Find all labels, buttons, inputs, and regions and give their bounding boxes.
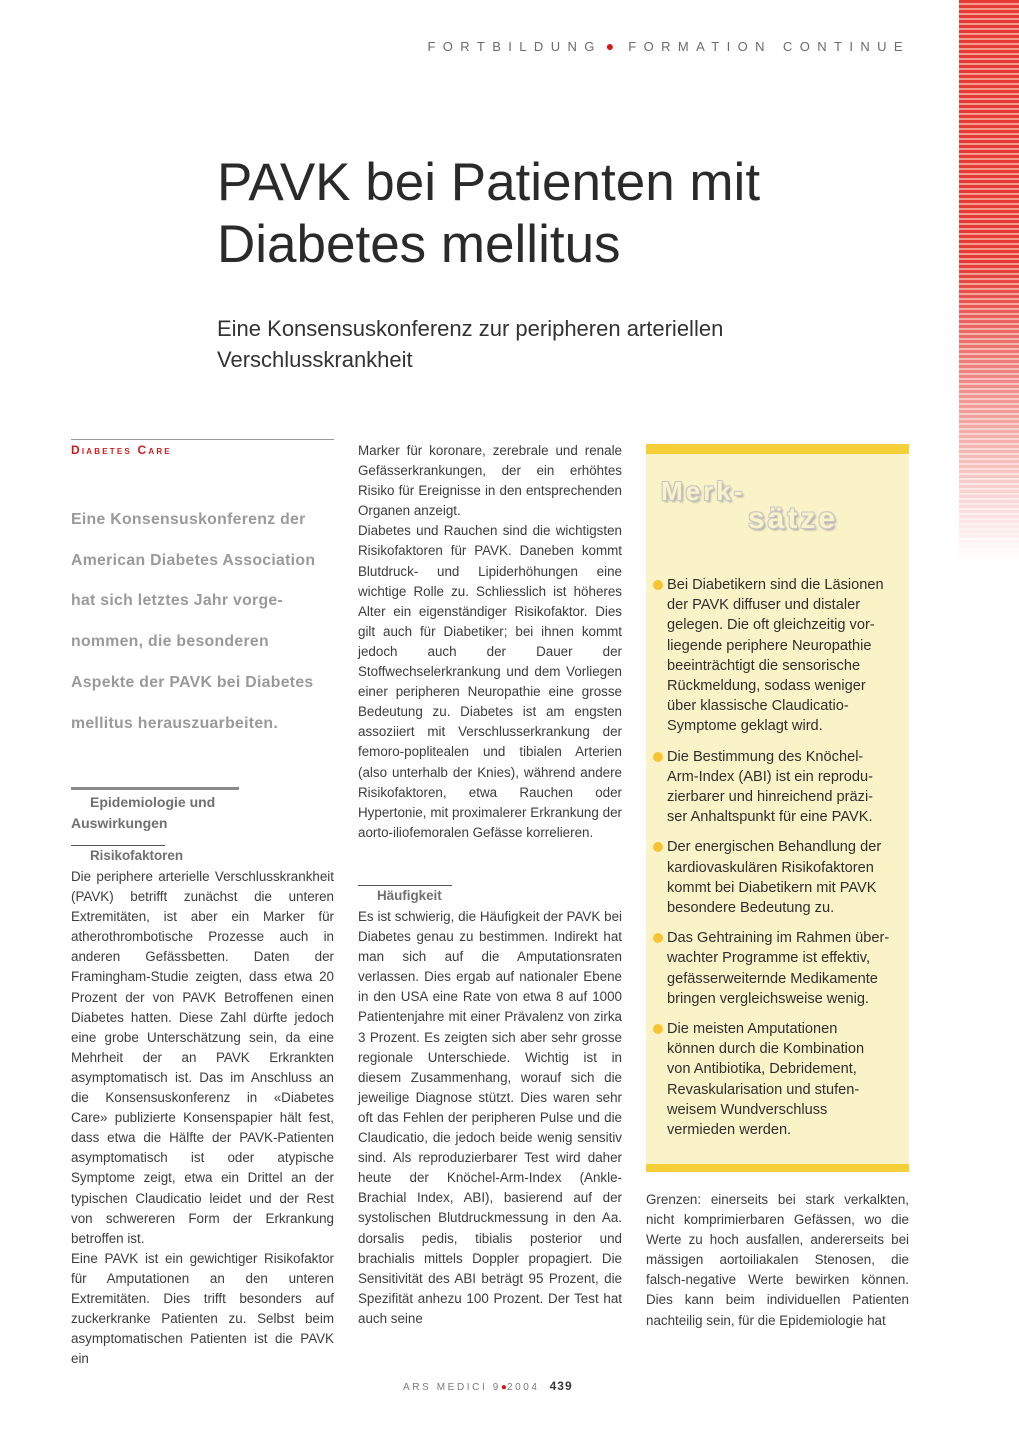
key-point-line: liegende periphere Neuropathie xyxy=(667,637,872,654)
key-point-line: zierbarer und hinreichend präzi- xyxy=(667,789,874,806)
key-point-line: beeinträchtigt die sensorische xyxy=(667,657,861,674)
key-point-item xyxy=(646,928,909,1009)
bullet-dot-icon xyxy=(653,933,663,943)
article-subtitle xyxy=(217,313,917,375)
subheading-frequency: Häufigkeit xyxy=(377,888,442,903)
key-point-line: bringen vergleichsweise wenig. xyxy=(667,990,869,1007)
key-point-item xyxy=(646,747,909,828)
section-heading-line: Auswirkungen xyxy=(71,815,168,831)
key-point-line: kommt bei Diabetikern mit PAVK xyxy=(667,879,877,896)
body-paragraph: Marker für koronare, zerebrale und renale Gefässerkrankungen, der ein erhöhtes Risiko für Ereignisse in den entsprechenden Organen anzeigt. xyxy=(358,443,622,519)
section-heading xyxy=(71,792,271,834)
lead-line: American Diabetes Association xyxy=(71,551,316,569)
lead-line: Aspekte der PAVK bei Diabetes xyxy=(71,673,314,691)
header-section-right: FORMATION CONTINUE xyxy=(628,39,910,54)
lead-line: nommen, die besonderen xyxy=(71,633,269,651)
key-point-line: Rückmeldung, sodass weniger xyxy=(667,678,866,695)
key-point-line: wachter Programme ist effektiv, xyxy=(667,950,871,967)
lead-line: mellitus herauszuarbeiten. xyxy=(71,714,279,732)
article-title-line: Diabetes mellitus xyxy=(217,215,621,274)
subheading-risk-factors: Risikofaktoren xyxy=(90,848,184,863)
key-point-line: besondere Bedeutung zu. xyxy=(667,900,835,917)
body-paragraph: Es ist schwierig, die Häufigkeit der PAVK bei Diabetes genau zu bestimmen. Indirekt hat man sich auf die Amputationsraten verlassen. Dies ergab auf nationaler Ebene in den USA eine Rate von etwa 8 auf 1000 Patientenjahre mit einer Prävalenz von zirka 3 Prozent. Es zeigten sich aber sehr grosse regionale Unterschiede. Wichtig ist in diesem Zusammenhang, worauf sich die jeweilige Diagnose stützt. Dies waren sehr oft das Fehlen der peripheren Pulse und die Claudicatio, die jedoch beide wenig sensitiv sind. Als reproduzierbarer Test wird daher heute der Knöchel-Arm-Index (Ankle-Brachial Index, ABI), basierend auf der systolischen Blutdruckmessung in den Aa. dorsalis pedis, tibialis posterior und brachialis mittels Doppler propagiert. Die Sensitivität des ABI beträgt 95 Prozent, die Spezifität anhezu 100 Prozent. Der Test hat auch seine xyxy=(358,909,622,1326)
key-point-item xyxy=(646,575,909,737)
right-column-body xyxy=(646,1190,909,1331)
key-point-item xyxy=(646,1019,909,1140)
key-point-line: Die meisten Amputationen xyxy=(667,1021,838,1038)
body-paragraph: Die periphere arterielle Verschlusskrankheit (PAVK) betrifft zunächst die unteren Extremitäten, ist aber ein Marker für atherothrombotische Prozesse auch in anderen Gefässbetten. Daten der Framingham-Studie zeigten, dass etwa 20 Prozent der von PAVK Betroffenen einen Diabetes hatten. Diese Zahl dürfte jedoch eine grobe Unterschätzung sein, da eine Mehrheit der an PAVK Erkrankten asymptomatisch ist. Das im Anschluss an die Konsensuskonferenz in «Diabetes Care» publizierte Konsenspapier hält fest, dass etwa die Hälfte der PAVK-Patienten asymptomatisch ist oder atypische Symptome zeigt, etwa ein Drittel an der typischen Claudicatio leidet und der Rest von schwereren Form der Erkrankung betroffen ist. xyxy=(71,869,334,1246)
section-heading-line: Epidemiologie und xyxy=(90,794,216,810)
decorative-side-stripe xyxy=(959,0,1019,560)
key-point-line: Die Bestimmung des Knöchel- xyxy=(667,748,864,765)
left-column-body xyxy=(71,867,334,1369)
key-point-line: gefässerweiternde Medikamente xyxy=(667,970,878,987)
body-paragraph: Diabetes und Rauchen sind die wichtigsten Risikofaktoren für PAVK. Daneben kommt Blutdruck- und Lipiderhöhungen eine wichtige Rolle zu. Schliesslich ist höheres Alter ein eigenständiger Risikofaktor. Dies gilt auch für Diabetiker; bei ihnen kommt jedoch auch der Dauer der Stoffwechselerkrankung und dem Vorliegen einer peripheren Neuropathie eine grosse Bedeutung zu. Diabetes ist am engsten assoziiert mit Verschlusserkrankung der femoro-poplitealen und tibialen Arterien (also unterhalb der Knies), während andere Risikofaktoren, etwa Rauchen oder Hypertonie, mit proximalerer Erkrankung der aorto-iliofemoralen Gefässe korrelieren. xyxy=(358,523,622,840)
header-dot-icon: ● xyxy=(605,38,615,54)
page-footer xyxy=(403,1379,573,1393)
footer-journal: ARS MEDICI 9 xyxy=(403,1382,501,1393)
lead-line: Eine Konsensuskonferenz der xyxy=(71,511,306,528)
key-point-item xyxy=(646,837,909,918)
subheading-rule xyxy=(358,885,452,886)
key-points-list xyxy=(646,575,909,1150)
key-point-line: Der energischen Behandlung der xyxy=(667,839,882,856)
source-divider xyxy=(71,439,334,440)
key-point-line: von Antibiotika, Debridement, xyxy=(667,1061,857,1078)
key-point-line: über klassische Claudicatio- xyxy=(667,698,849,715)
key-point-line: der PAVK diffuser und distaler xyxy=(667,597,861,614)
key-point-line: können durch die Kombination xyxy=(667,1041,865,1058)
key-point-line: Arm-Index (ABI) ist ein reprodu- xyxy=(667,768,874,785)
source-label: Diabetes Care xyxy=(71,443,172,457)
article-title-line: PAVK bei Patienten mit xyxy=(217,153,761,212)
page-number: 439 xyxy=(549,1379,573,1393)
body-paragraph: Eine PAVK ist ein gewichtiger Risikofaktor für Amputationen an den unteren Extremitäten. Dies trifft besonders auf zuckerkranke Patienten zu. Selbst beim asymptomatischen Patienten ist die PAVK ein xyxy=(71,1250,334,1367)
key-points-title: Merk- xyxy=(661,476,746,506)
lead-text xyxy=(71,500,341,744)
article-subtitle-line: Eine Konsensuskonferenz zur peripheren arteriellen xyxy=(217,316,724,341)
key-points-box xyxy=(646,444,909,1172)
key-point-line: Symptome geklagt wird. xyxy=(667,718,823,735)
key-point-line: Das Gehtraining im Rahmen über- xyxy=(667,930,890,947)
key-point-line: ser Anhaltspunkt für eine PAVK. xyxy=(667,809,873,826)
key-point-line: Revaskularisation und stufen- xyxy=(667,1081,860,1098)
footer-year: 2004 xyxy=(506,1382,540,1393)
middle-column-body-bottom xyxy=(358,907,622,1329)
key-point-line: vermieden werden. xyxy=(667,1122,792,1139)
footer-dot-icon: ● xyxy=(500,1382,507,1393)
lead-line: hat sich letztes Jahr vorge- xyxy=(71,592,284,610)
bullet-dot-icon xyxy=(653,842,663,852)
bullet-dot-icon xyxy=(653,752,663,762)
middle-column-body-top xyxy=(358,441,622,843)
header-section-left: FORTBILDUNG xyxy=(427,39,602,54)
subheading-rule xyxy=(71,845,165,846)
key-point-line: weisem Wundverschluss xyxy=(667,1101,828,1118)
article-subtitle-line: Verschlusskrankheit xyxy=(217,347,413,372)
key-points-title: sätze xyxy=(748,502,839,535)
running-header xyxy=(300,38,910,54)
bullet-dot-icon xyxy=(653,580,663,590)
body-paragraph: Grenzen: einerseits bei stark verkalkten, nicht komprimierbaren Gefässen, wo die Werte zu hoch ausfallen, andererseits bei mässigen aortoiliakalen Stenosen, die falsch-negative Werte bewirken können. Dies kann beim individuellen Patienten nachteilig sein, für die Epidemiologie hat xyxy=(646,1192,909,1328)
key-point-line: gelegen. Die oft gleichzeitig vor- xyxy=(667,617,875,634)
bullet-dot-icon xyxy=(653,1024,663,1034)
key-point-line: kardiovaskulären Risikofaktoren xyxy=(667,859,874,876)
article-title xyxy=(217,152,917,276)
section-heading-rule xyxy=(71,787,239,790)
key-point-line: Bei Diabetikern sind die Läsionen xyxy=(667,577,884,593)
